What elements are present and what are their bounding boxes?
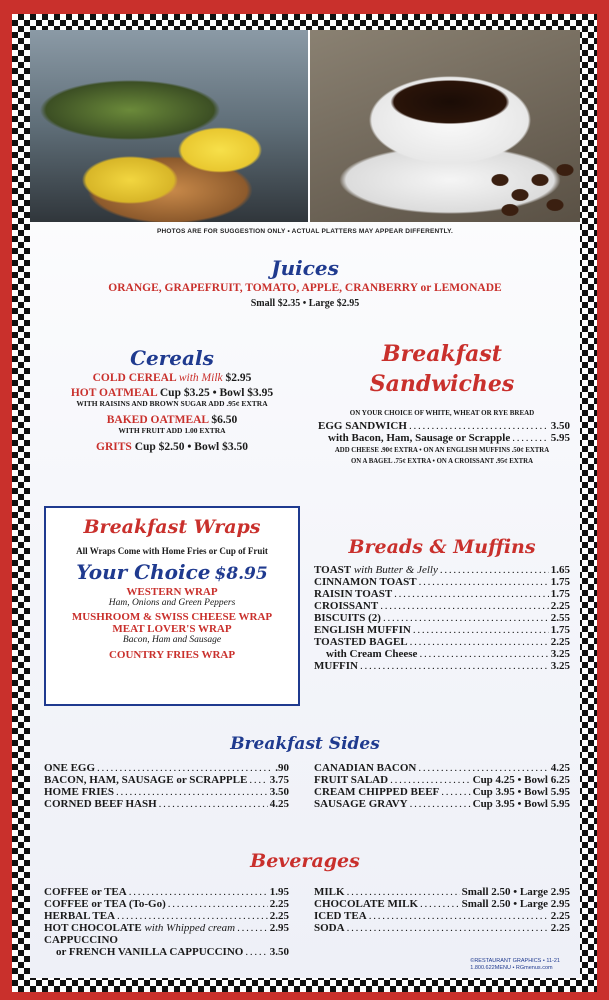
dot-leader bbox=[129, 886, 268, 898]
beverage-row bbox=[44, 898, 289, 910]
beverage-name: SODA bbox=[314, 922, 345, 934]
menu-card bbox=[30, 30, 580, 978]
bread-price: 2.25 bbox=[550, 600, 570, 612]
egg-sandwich-meat-name: with Bacon, Ham, Sausage or Scrapple bbox=[328, 432, 511, 445]
dot-leader bbox=[116, 786, 268, 798]
juices-title: Juices bbox=[271, 256, 339, 280]
bread-row bbox=[314, 660, 570, 672]
wrap-item-name: MEAT LOVER'S WRAP bbox=[112, 623, 232, 635]
dot-leader bbox=[237, 922, 268, 934]
bread-name: CINNAMON TOAST bbox=[314, 576, 417, 588]
side-price: 4.25 bbox=[269, 798, 289, 810]
dot-leader bbox=[168, 898, 268, 910]
bread-price: 3.25 bbox=[550, 648, 570, 660]
wrap-item-desc: Ham, Onions and Green Peppers bbox=[108, 598, 236, 608]
side-row bbox=[314, 798, 570, 810]
grits-price: Cup $2.50 • Bowl $3.50 bbox=[134, 441, 248, 453]
dot-leader bbox=[369, 910, 549, 922]
bread-name: CROISSANT bbox=[314, 600, 379, 612]
side-name: SAUSAGE GRAVY bbox=[314, 798, 408, 810]
beverage-name: or FRENCH VANILLA CAPPUCCINO bbox=[56, 946, 244, 958]
beverages-right-column bbox=[314, 886, 570, 934]
bread-price: 2.25 bbox=[550, 636, 570, 648]
beverages-left-column bbox=[44, 886, 289, 958]
egg-sandwich-meat-row bbox=[314, 432, 570, 444]
dot-leader bbox=[441, 786, 470, 798]
side-price: Cup 3.95 • Bowl 5.95 bbox=[472, 798, 570, 810]
dot-leader bbox=[347, 886, 460, 898]
side-name: FRUIT SALAD bbox=[314, 774, 389, 786]
juices-items: ORANGE, GRAPEFRUIT, TOMATO, APPLE, CRANBERRY or LEMONADE bbox=[108, 282, 502, 294]
sandwiches-note: ON YOUR CHOICE OF WHITE, WHEAT OR RYE BREAD bbox=[349, 409, 535, 418]
wraps-price: $8.95 bbox=[214, 564, 268, 584]
bread-price: 1.75 bbox=[550, 576, 570, 588]
side-name: CREAM CHIPPED BEEF bbox=[314, 786, 440, 798]
baked-oatmeal-price: $6.50 bbox=[211, 414, 238, 426]
beverage-row bbox=[44, 946, 289, 958]
side-name: HOME FRIES bbox=[44, 786, 114, 798]
beverage-price: 1.95 bbox=[269, 886, 289, 898]
beverage-name: HOT CHOCOLATE bbox=[44, 922, 142, 934]
egg-sandwich-name: EGG SANDWICH bbox=[318, 420, 407, 433]
dot-leader bbox=[394, 588, 549, 600]
breads-title: Breads & Muffins bbox=[348, 536, 536, 558]
egg-sandwich-meat-price: 5.95 bbox=[550, 432, 570, 445]
bread-row bbox=[314, 636, 570, 648]
side-row bbox=[44, 786, 289, 798]
dot-leader bbox=[409, 420, 549, 432]
side-row bbox=[314, 786, 570, 798]
cold-cereal-line bbox=[44, 372, 300, 384]
beverage-name: ICED TEA bbox=[314, 910, 367, 922]
bread-row bbox=[314, 648, 570, 660]
beverage-row bbox=[314, 886, 570, 898]
beverage-price: 2.25 bbox=[550, 922, 570, 934]
dot-leader bbox=[360, 660, 549, 672]
beverage-price: 2.25 bbox=[269, 898, 289, 910]
bread-row bbox=[314, 588, 570, 600]
dot-leader bbox=[410, 798, 471, 810]
hot-oatmeal-price: Cup $3.25 • Bowl $3.95 bbox=[159, 387, 274, 399]
dot-leader bbox=[390, 774, 471, 786]
side-name: CANADIAN BACON bbox=[314, 762, 417, 774]
beverage-name: COFFEE or TEA (To-Go) bbox=[44, 898, 166, 910]
side-row bbox=[44, 762, 289, 774]
side-name: BACON, HAM, SAUSAGE or SCRAPPLE bbox=[44, 774, 248, 786]
side-price: 4.25 bbox=[550, 762, 570, 774]
sandwiches-section bbox=[314, 340, 570, 465]
dot-leader bbox=[383, 612, 549, 624]
cold-cereal-price: $2.95 bbox=[225, 372, 252, 384]
side-name: CORNED BEEF HASH bbox=[44, 798, 157, 810]
beverage-name: COFFEE or TEA bbox=[44, 886, 127, 898]
bread-row bbox=[314, 612, 570, 624]
beverage-row bbox=[44, 886, 289, 898]
printer-credit bbox=[470, 958, 560, 971]
grits-name: GRITS bbox=[96, 441, 132, 453]
wraps-title: Breakfast Wraps bbox=[83, 516, 261, 538]
coffee-cup-photo bbox=[310, 30, 580, 222]
beverage-row bbox=[44, 922, 289, 934]
dot-leader bbox=[347, 922, 549, 934]
beverage-row bbox=[314, 910, 570, 922]
dot-leader bbox=[420, 898, 460, 910]
wrap-item-desc: Bacon, Ham and Sausage bbox=[122, 635, 222, 645]
beverage-row bbox=[314, 898, 570, 910]
side-name: ONE EGG bbox=[44, 762, 96, 774]
side-row bbox=[314, 774, 570, 786]
bread-row bbox=[314, 600, 570, 612]
wraps-box bbox=[44, 506, 300, 706]
photo-strip bbox=[30, 30, 580, 222]
bread-name: TOASTED BAGEL bbox=[314, 636, 408, 648]
bread-name: MUFFIN bbox=[314, 660, 358, 672]
wraps-choice: Your Choice bbox=[76, 560, 211, 584]
bread-row bbox=[314, 576, 570, 588]
dot-leader bbox=[380, 600, 549, 612]
side-price: 3.50 bbox=[269, 786, 289, 798]
sandwich-extras-1: ADD CHEESE .90¢ EXTRA • ON AN ENGLISH MUFFINS .50¢ EXTRA bbox=[334, 447, 550, 455]
beverage-name: CAPPUCCINO bbox=[44, 934, 118, 946]
sides-section bbox=[30, 734, 580, 758]
beverage-row bbox=[44, 910, 289, 922]
juices-price: Small $2.35 • Large $2.95 bbox=[250, 298, 360, 309]
baked-oatmeal-line bbox=[44, 414, 300, 426]
dot-leader bbox=[159, 798, 268, 810]
bread-price: 2.55 bbox=[550, 612, 570, 624]
bread-price: 1.65 bbox=[550, 564, 570, 576]
wrap-item-name: COUNTRY FRIES WRAP bbox=[108, 649, 236, 661]
juices-section bbox=[30, 256, 580, 309]
bread-name: with Cream Cheese bbox=[326, 648, 418, 660]
dot-leader bbox=[249, 774, 267, 786]
beverage-price: 2.25 bbox=[269, 910, 289, 922]
bread-name: BISCUITS (2) bbox=[314, 612, 381, 624]
cold-cereal-note: with Milk bbox=[178, 372, 223, 384]
dot-leader bbox=[418, 762, 548, 774]
baked-oatmeal-name: BAKED OATMEAL bbox=[106, 414, 209, 426]
bread-name: ENGLISH MUFFIN bbox=[314, 624, 411, 636]
credit-line-1: ©RESTAURANT GRAPHICS • 11-21 bbox=[470, 958, 560, 964]
side-row bbox=[314, 762, 570, 774]
egg-sandwich-price: 3.50 bbox=[550, 420, 570, 433]
dot-leader bbox=[419, 648, 548, 660]
grits-line bbox=[44, 441, 300, 453]
beverage-row bbox=[44, 934, 289, 946]
wrap-item-name: MUSHROOM & SWISS CHEESE WRAP bbox=[71, 611, 273, 623]
dot-leader bbox=[440, 564, 549, 576]
wraps-choice-line bbox=[46, 560, 298, 584]
bread-price: 3.25 bbox=[550, 660, 570, 672]
beverage-note: with Whipped cream bbox=[144, 922, 236, 934]
beverage-price: Small 2.50 • Large 2.95 bbox=[461, 886, 570, 898]
cereals-title: Cereals bbox=[130, 346, 214, 370]
hot-oatmeal-name: HOT OATMEAL bbox=[70, 387, 157, 399]
hot-oatmeal-line bbox=[44, 387, 300, 399]
beverage-price: 2.95 bbox=[269, 922, 289, 934]
beverage-name: HERBAL TEA bbox=[44, 910, 116, 922]
dot-leader bbox=[97, 762, 273, 774]
sandwiches-title-2: Sandwiches bbox=[369, 370, 515, 397]
side-price: Cup 4.25 • Bowl 6.25 bbox=[472, 774, 570, 786]
beverages-title: Beverages bbox=[250, 850, 360, 872]
bread-price: 1.75 bbox=[550, 624, 570, 636]
sides-left-column bbox=[44, 762, 289, 810]
bread-row bbox=[314, 564, 570, 576]
wraps-subtitle: All Wraps Come with Home Fries or Cup of Fruit bbox=[76, 546, 268, 556]
dot-leader bbox=[245, 946, 267, 958]
beverage-price: 2.25 bbox=[550, 910, 570, 922]
beverages-section bbox=[30, 850, 580, 872]
bread-name: RAISIN TOAST bbox=[314, 588, 393, 600]
breads-section bbox=[314, 536, 570, 672]
bread-name: TOAST bbox=[314, 564, 352, 576]
beverage-price: 3.50 bbox=[269, 946, 289, 958]
cereals-section bbox=[44, 346, 300, 453]
eggs-benedict-photo bbox=[30, 30, 308, 222]
bread-row bbox=[314, 624, 570, 636]
cold-cereal-name: COLD CEREAL bbox=[92, 372, 176, 384]
beverage-price: Small 2.50 • Large 2.95 bbox=[461, 898, 570, 910]
bread-note: with Butter & Jelly bbox=[353, 564, 438, 576]
baked-oatmeal-note: WITH FRUIT ADD 1.00 EXTRA bbox=[118, 426, 226, 435]
side-price: .90 bbox=[275, 762, 289, 774]
beverage-name: MILK bbox=[314, 886, 345, 898]
dot-leader bbox=[413, 624, 549, 636]
bread-price: 1.75 bbox=[550, 588, 570, 600]
beverage-name: CHOCOLATE MILK bbox=[314, 898, 419, 910]
dot-leader bbox=[512, 432, 549, 444]
sides-title: Breakfast Sides bbox=[230, 734, 380, 754]
credit-line-2: 1.800.622MENU • RGmenus.com bbox=[470, 964, 553, 971]
dot-leader bbox=[117, 910, 268, 922]
side-price: 3.75 bbox=[269, 774, 289, 786]
sandwich-extras-2: ON A BAGEL .75¢ EXTRA • ON A CROISSANT .95¢ EXTRA bbox=[350, 458, 534, 466]
side-row bbox=[44, 798, 289, 810]
wrap-item-name: WESTERN WRAP bbox=[126, 586, 218, 598]
beverage-row bbox=[314, 922, 570, 934]
hot-oatmeal-note: WITH RAISINS AND BROWN SUGAR ADD .95¢ EXTRA bbox=[76, 399, 268, 408]
egg-sandwich-row bbox=[314, 420, 570, 432]
side-price: Cup 3.95 • Bowl 5.95 bbox=[472, 786, 570, 798]
sides-right-column bbox=[314, 762, 570, 810]
dot-leader bbox=[419, 576, 549, 588]
side-row bbox=[44, 774, 289, 786]
disclaimer: PHOTOS ARE FOR SUGGESTION ONLY • ACTUAL PLATTERS MAY APPEAR DIFFERENTLY. bbox=[157, 228, 453, 235]
dot-leader bbox=[410, 636, 549, 648]
sandwiches-title-1: Breakfast bbox=[382, 341, 502, 367]
